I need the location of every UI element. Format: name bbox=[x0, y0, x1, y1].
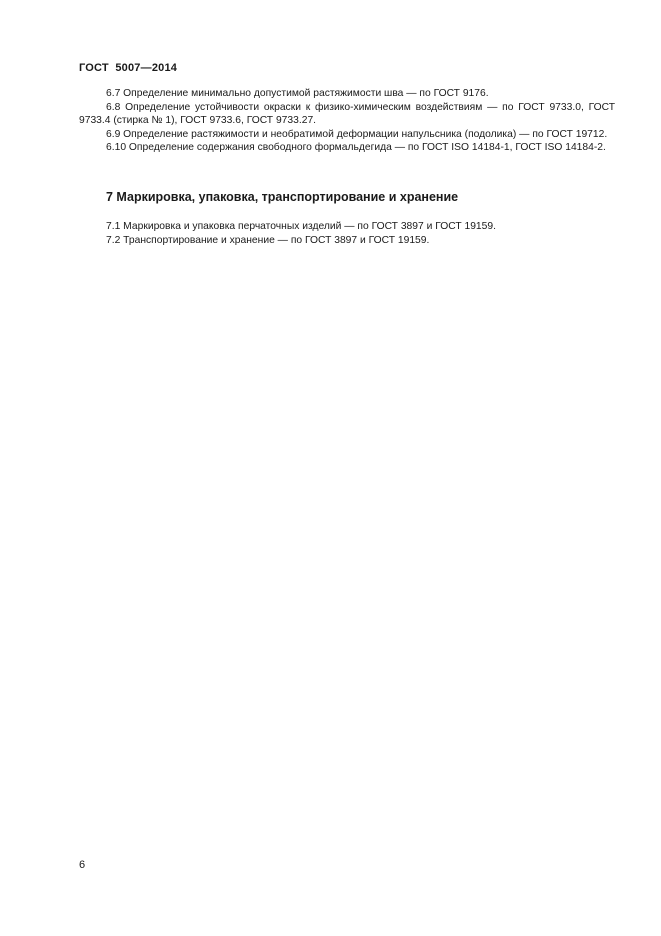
document-header: ГОСТ 5007—2014 bbox=[79, 62, 178, 74]
clause-7-2: 7.2 Транспортирование и хранение — по ГОСТ 3897 и ГОСТ 19159. bbox=[106, 234, 430, 246]
clause-6-7: 6.7 Определение минимально допустимой растяжимости шва — по ГОСТ 9176. bbox=[106, 88, 489, 99]
clause-6-9: 6.9 Определение растяжимости и необратимой деформации напульсника (подолика) — по ГОСТ 19712. bbox=[106, 128, 608, 140]
section-6-items bbox=[79, 87, 615, 155]
section-7-heading: 7 Маркировка, упаковка, транспортирование и хранение bbox=[106, 190, 459, 204]
page-number: 6 bbox=[79, 859, 86, 871]
clause-7-1: 7.1 Маркировка и упаковка перчаточных изделий — по ГОСТ 3897 и ГОСТ 19159. bbox=[106, 221, 496, 232]
clause-6-10: 6.10 Определение содержания свободного формальдегида — по ГОСТ ISO 14184-1, ГОСТ ISO 14184-2. bbox=[106, 142, 606, 153]
section-7-items bbox=[79, 220, 615, 247]
clause-6-8: 6.8 Определение устойчивости окраски к физико-химическим воздействиям — по ГОСТ 9733.0, ГОСТ 9733.4 (стирка № 1), ГОСТ 9733.6, ГОСТ 9733.27. bbox=[79, 101, 615, 126]
